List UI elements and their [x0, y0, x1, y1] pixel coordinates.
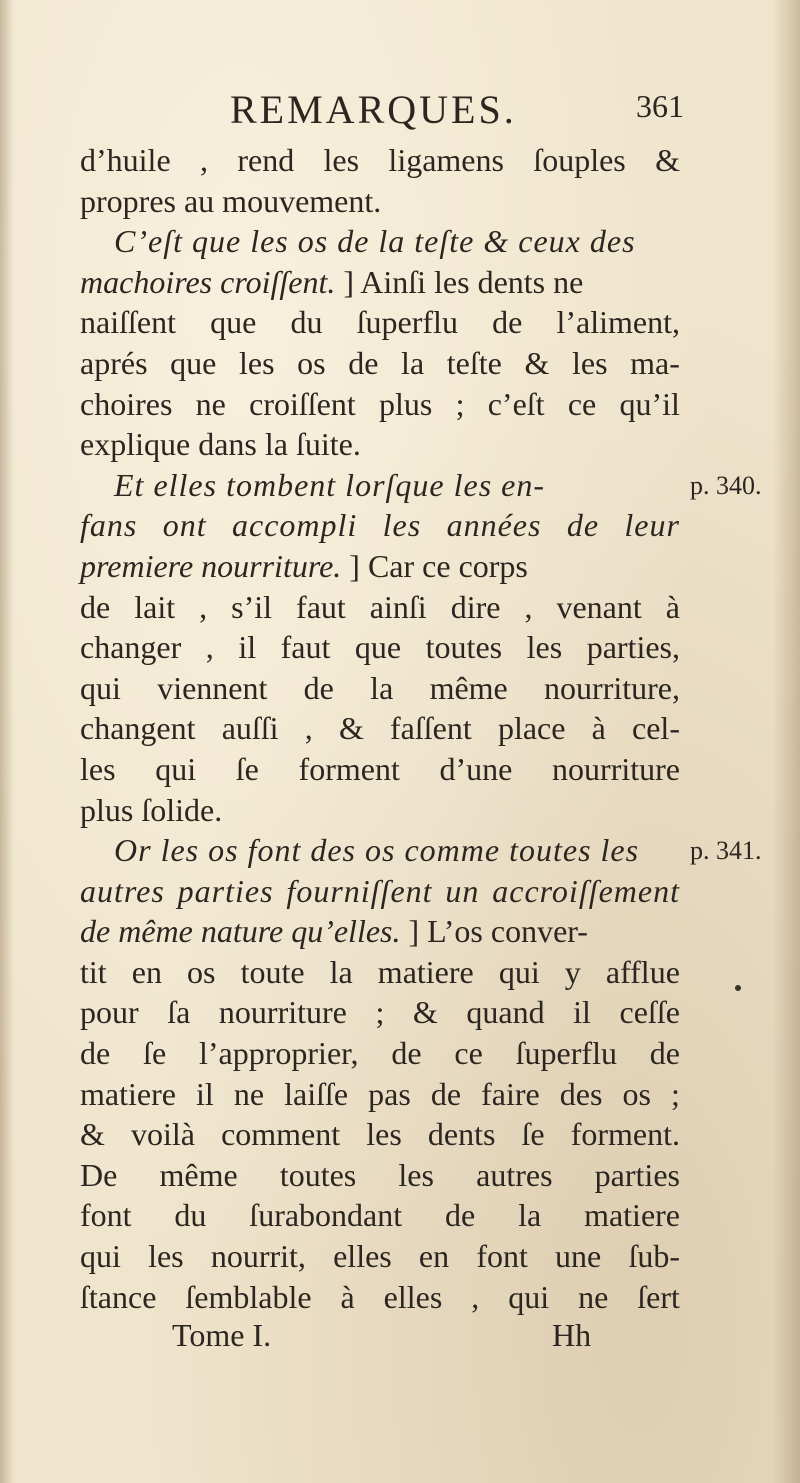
word: ſemblable	[185, 1278, 312, 1315]
word: les	[382, 507, 422, 544]
word: changent	[80, 710, 196, 747]
word: de	[348, 344, 379, 381]
italic-segment: de même nature qu’elles.	[80, 913, 401, 950]
word: matiere	[80, 1075, 176, 1112]
text-line	[80, 424, 680, 465]
word: il	[573, 994, 591, 1031]
word: os	[622, 1075, 651, 1112]
word: plus	[378, 385, 433, 422]
word: afflue	[605, 953, 680, 990]
word: qui	[80, 669, 121, 706]
word: les	[398, 1156, 434, 1193]
word: faire	[481, 1075, 540, 1112]
text-line	[80, 830, 680, 871]
word: dents	[427, 1116, 496, 1153]
word: elles	[383, 1278, 443, 1315]
word: qui	[80, 1238, 121, 1275]
text-line	[80, 627, 680, 668]
word: ma-	[630, 344, 680, 381]
word: lait	[134, 588, 176, 625]
word: de	[80, 1035, 111, 1072]
word: y	[564, 953, 581, 990]
word: à	[591, 710, 606, 747]
text-line	[80, 992, 680, 1033]
text-line	[80, 708, 680, 749]
word: ,	[205, 629, 214, 666]
line-text: Et elles tombent lorſque les en-	[114, 466, 546, 503]
word: toutes	[279, 1156, 357, 1193]
word: à	[340, 1278, 355, 1315]
word: les	[238, 344, 275, 381]
word: en	[418, 1238, 450, 1275]
word: ,	[524, 588, 533, 625]
word: quand	[466, 994, 545, 1031]
text-line	[80, 546, 680, 587]
word: de	[430, 1075, 462, 1112]
word: parties	[177, 872, 274, 909]
word: ſe	[143, 1035, 167, 1072]
word: pour	[80, 994, 139, 1031]
roman-segment: ] L’os conver-	[400, 913, 588, 950]
word: matiere	[584, 1197, 680, 1234]
word: tit	[80, 953, 107, 990]
word: &	[412, 994, 438, 1031]
word: ,	[304, 710, 313, 747]
word: matiere	[377, 953, 474, 990]
word: os	[187, 953, 216, 990]
word: la	[518, 1197, 542, 1234]
word: faſſent	[390, 710, 472, 747]
word: place	[497, 710, 566, 747]
signature-mark: Hh	[552, 1317, 592, 1354]
word: changer	[80, 629, 182, 666]
word: les	[323, 142, 360, 178]
roman-segment: ] Ainſi les dents ne	[335, 263, 584, 300]
text-line	[80, 302, 680, 343]
line-text: Or les os font des os comme toutes les	[114, 832, 640, 869]
word: ceſſe	[619, 994, 680, 1031]
word: ainſi	[369, 588, 427, 625]
word: s’il	[231, 588, 273, 625]
volume-label: Tome I.	[172, 1317, 272, 1354]
word: l’aliment,	[556, 304, 680, 341]
word: voilà	[130, 1116, 195, 1153]
word: ſuperflu	[515, 1035, 617, 1072]
text-line	[80, 1277, 680, 1318]
page-edge-shadow	[772, 0, 800, 1483]
word: os	[297, 344, 326, 381]
word: les	[571, 344, 608, 381]
word: aprés	[80, 344, 148, 381]
text-line	[80, 1236, 680, 1277]
word: autres	[80, 872, 165, 909]
word: les	[526, 629, 563, 666]
word: les	[80, 750, 116, 787]
word: cel-	[632, 710, 680, 747]
word: ſa	[167, 994, 191, 1031]
word: croiſſent	[249, 385, 356, 422]
word: teſte	[446, 344, 502, 381]
word: un	[445, 872, 480, 909]
text-line	[80, 1114, 680, 1155]
word: pas	[368, 1075, 411, 1112]
word: il	[238, 629, 257, 666]
margin-dot	[735, 985, 741, 991]
word: la	[329, 953, 353, 990]
text-line	[80, 181, 680, 222]
word: ,	[199, 588, 208, 625]
word: autres	[476, 1156, 553, 1193]
word: ſe	[521, 1116, 545, 1153]
word: ;	[375, 994, 385, 1031]
word: nourriture,	[544, 669, 680, 706]
line-text: explique dans la ſuite.	[80, 426, 361, 463]
word: ce	[567, 385, 597, 422]
word: auſſi	[221, 710, 279, 747]
text-line	[80, 465, 680, 506]
word: du	[174, 1197, 207, 1234]
word: ſe	[235, 750, 259, 787]
word: forment	[298, 750, 400, 787]
word: les	[366, 1116, 402, 1153]
word: toute	[240, 953, 305, 990]
word: il	[196, 1075, 214, 1112]
word: naiſſent	[80, 304, 176, 341]
word: ,	[471, 1278, 480, 1315]
word: qui	[508, 1278, 550, 1315]
word: viennent	[157, 669, 268, 706]
word: la	[370, 669, 394, 706]
margin-page-reference: p. 340.	[690, 470, 762, 500]
page-footer	[80, 1317, 680, 1361]
text-line	[80, 668, 680, 709]
word: faut	[280, 629, 331, 666]
word: toutes	[425, 629, 503, 666]
word: à	[665, 588, 680, 625]
word: parties,	[586, 629, 680, 666]
word: nourriture	[552, 750, 680, 787]
word: des	[559, 1075, 603, 1112]
word: même	[159, 1156, 238, 1193]
word: font	[476, 1238, 528, 1275]
text-line	[80, 262, 680, 303]
text-line	[80, 871, 680, 912]
text-line	[80, 343, 680, 384]
word: de	[303, 669, 334, 706]
word: ſtance	[80, 1278, 157, 1315]
text-line	[80, 749, 680, 790]
text-line	[80, 1155, 680, 1196]
word: choires	[80, 385, 173, 422]
text-line	[80, 587, 680, 628]
word: c’eſt	[487, 385, 545, 422]
word: la	[401, 344, 425, 381]
word: qui	[498, 953, 540, 990]
word: ;	[455, 385, 465, 422]
margin-page-reference: p. 341.	[690, 836, 762, 866]
text-line	[80, 221, 680, 262]
word: ſert	[637, 1278, 680, 1315]
text-line	[80, 952, 680, 993]
word: d’huile	[80, 142, 171, 178]
word: &	[338, 710, 364, 747]
text-line	[80, 1195, 680, 1236]
word: &	[655, 142, 680, 178]
word: ſouples	[533, 142, 626, 178]
word: que	[354, 629, 402, 666]
word: en	[131, 953, 162, 990]
word: comment	[221, 1116, 341, 1153]
word: faut	[296, 588, 346, 625]
word: ne	[578, 1278, 609, 1315]
word: venant	[556, 588, 642, 625]
running-head: REMARQUES.	[230, 87, 517, 132]
word: de	[649, 1035, 680, 1072]
word: De	[80, 1156, 118, 1193]
word: nourriture	[218, 994, 347, 1031]
page-number: 361	[636, 88, 684, 124]
word: que	[170, 344, 217, 381]
line-text: plus ſolide.	[80, 791, 223, 828]
word: du	[290, 304, 323, 341]
page-gutter-shadow	[0, 0, 14, 1483]
word: ne	[233, 1075, 265, 1112]
word: de	[566, 507, 600, 544]
word: dire	[450, 588, 501, 625]
word: laiſſe	[284, 1075, 349, 1112]
word: &	[80, 1116, 105, 1153]
word: leur	[624, 507, 680, 544]
text-line	[80, 384, 680, 425]
word: nourrit,	[210, 1238, 306, 1275]
text-line	[80, 1074, 680, 1115]
word: fourniſſent	[286, 872, 433, 909]
text-line	[80, 1033, 680, 1074]
word: ſub-	[628, 1238, 680, 1275]
word: forment.	[570, 1116, 680, 1153]
roman-segment: ] Car ce corps	[341, 547, 528, 584]
word: &	[524, 344, 550, 381]
body-text	[80, 140, 680, 1317]
line-text: C’eſt que les os de la teſte & ceux des	[114, 223, 636, 260]
word: parties	[594, 1156, 680, 1193]
word: de	[445, 1197, 476, 1234]
word: une	[555, 1238, 602, 1275]
italic-segment: machoires croiſſent.	[80, 263, 336, 300]
word: accompli	[231, 507, 358, 544]
word: qui	[155, 750, 197, 787]
word: même	[429, 669, 508, 706]
word: ligamens	[388, 142, 504, 178]
word: ſurabondant	[249, 1197, 403, 1234]
text-line	[80, 140, 680, 181]
word: elles	[333, 1238, 392, 1275]
line-text: propres au mouvement.	[80, 182, 382, 219]
word: ,	[199, 142, 208, 178]
word: de	[492, 304, 523, 341]
word: fans	[80, 507, 138, 544]
word: les	[148, 1238, 184, 1275]
word: ;	[671, 1075, 680, 1112]
word: de	[391, 1035, 422, 1072]
word: rend	[237, 142, 295, 178]
text-line	[80, 911, 680, 952]
word: qu’il	[619, 385, 680, 422]
text-block	[80, 86, 684, 1361]
word: d’une	[439, 750, 513, 787]
italic-segment: premiere nourriture.	[80, 547, 342, 584]
text-line	[80, 505, 680, 546]
word: que	[210, 304, 257, 341]
page-header	[80, 86, 684, 140]
word: ſuperflu	[356, 304, 458, 341]
word: de	[80, 588, 111, 625]
word: ont	[162, 507, 207, 544]
word: font	[80, 1197, 132, 1234]
word: années	[446, 507, 542, 544]
word: ce	[454, 1035, 483, 1072]
word: ne	[195, 385, 226, 422]
word: l’approprier,	[198, 1035, 359, 1072]
word: accroiſſement	[492, 872, 680, 909]
text-line	[80, 790, 680, 831]
